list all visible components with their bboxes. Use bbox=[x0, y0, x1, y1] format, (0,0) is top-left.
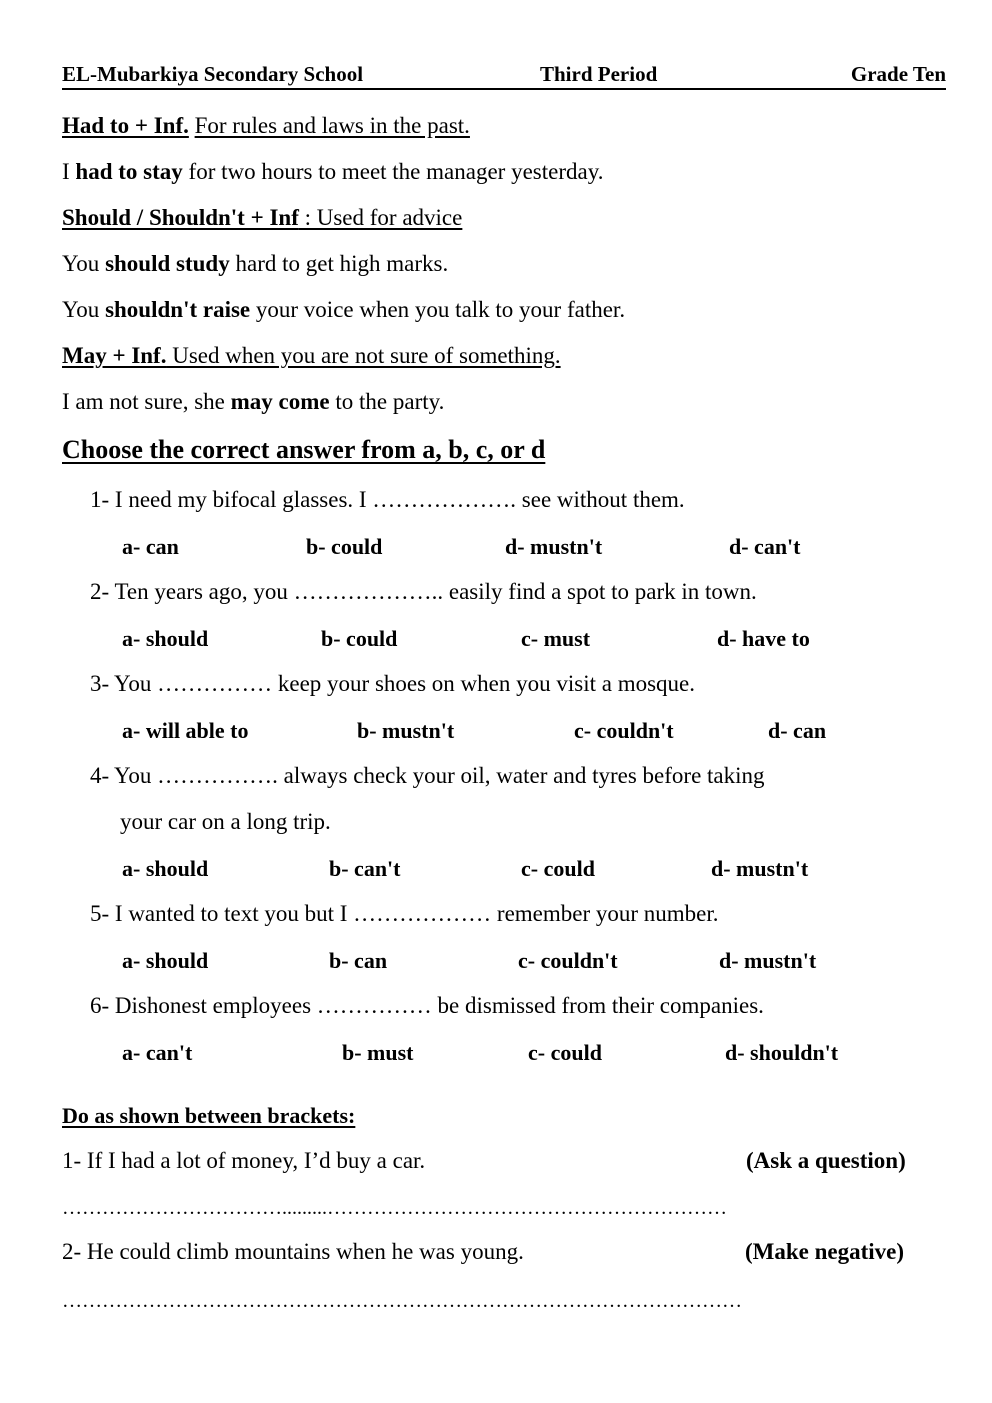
question-4-cont: your car on a long trip. bbox=[120, 809, 331, 834]
transform-title: Do as shown between brackets: bbox=[62, 1103, 356, 1128]
example-text: your voice when you talk to your father. bbox=[250, 297, 626, 322]
example-key: shouldn't raise bbox=[105, 297, 251, 322]
option-2b[interactable]: b- could bbox=[321, 626, 398, 651]
page-header bbox=[62, 60, 946, 90]
rule-may-desc: Used when you are not sure of something. bbox=[166, 343, 561, 368]
example-text: You bbox=[62, 251, 106, 276]
option-3c[interactable]: c- couldn't bbox=[574, 718, 674, 743]
option-4c[interactable]: c- could bbox=[521, 856, 595, 881]
transform-sentence-2: 2- He could climb mountains when he was young. bbox=[62, 1239, 524, 1264]
example-shouldnt bbox=[62, 296, 625, 324]
option-1b[interactable]: b- could bbox=[306, 534, 383, 559]
example-may bbox=[62, 388, 444, 416]
option-4b[interactable]: b- can't bbox=[329, 856, 401, 881]
option-1d[interactable]: d- can't bbox=[729, 534, 801, 559]
rule-should-desc: : Used for advice bbox=[298, 205, 463, 230]
question-5: 5- I wanted to text you but I ……………… remember your number. bbox=[90, 901, 719, 926]
example-should bbox=[62, 250, 448, 278]
option-3b[interactable]: b- mustn't bbox=[357, 718, 455, 743]
option-4a[interactable]: a- should bbox=[122, 856, 209, 881]
rule-had-to bbox=[62, 112, 470, 140]
option-3a[interactable]: a- will able to bbox=[122, 718, 249, 743]
grade-label: Grade Ten bbox=[850, 62, 946, 86]
example-text: to the party. bbox=[329, 389, 445, 414]
example-key: had to stay bbox=[75, 159, 183, 184]
question-4: 4- You ……………. always check your oil, water and tyres before taking bbox=[90, 763, 765, 788]
question-6: 6- Dishonest employees …………… be dismissed from their companies. bbox=[90, 993, 764, 1018]
option-2d[interactable]: d- have to bbox=[717, 626, 810, 651]
rule-should-title: Should / Shouldn't + Inf bbox=[62, 205, 299, 230]
example-had-to bbox=[62, 158, 603, 186]
example-key: should study bbox=[105, 251, 230, 276]
example-text: You bbox=[62, 297, 106, 322]
option-6a[interactable]: a- can't bbox=[122, 1040, 193, 1065]
example-text: for two hours to meet the manager yesterday. bbox=[182, 159, 604, 184]
option-6d[interactable]: d- shouldn't bbox=[725, 1040, 839, 1065]
option-1c[interactable]: d- mustn't bbox=[505, 534, 603, 559]
rule-may bbox=[62, 342, 561, 370]
rule-may-title: May + Inf. bbox=[62, 343, 167, 368]
option-4d[interactable]: d- mustn't bbox=[711, 856, 809, 881]
rule-should bbox=[62, 204, 462, 232]
option-5d[interactable]: d- mustn't bbox=[719, 948, 817, 973]
option-1a[interactable]: a- can bbox=[122, 534, 179, 559]
example-text: I am not sure, she bbox=[62, 389, 231, 414]
mcq-title: Choose the correct answer from a, b, c, or d bbox=[62, 435, 546, 464]
answer-line-1[interactable]: …………………………….........…………………………………………………… bbox=[62, 1197, 727, 1219]
transform-task-2: (Make negative) bbox=[745, 1239, 905, 1264]
option-5b[interactable]: b- can bbox=[329, 948, 388, 973]
school-name: EL-Mubarkiya Secondary School bbox=[62, 62, 364, 86]
option-6c[interactable]: c- could bbox=[528, 1040, 602, 1065]
rule-had-to-desc: For rules and laws in the past. bbox=[194, 113, 470, 138]
option-2c[interactable]: c- must bbox=[521, 626, 591, 651]
question-2: 2- Ten years ago, you ……………….. easily find a spot to park in town. bbox=[90, 579, 757, 604]
period-label: Third Period bbox=[540, 62, 658, 86]
example-text: I bbox=[62, 159, 76, 184]
transform-sentence-1: 1- If I had a lot of money, I’d buy a car. bbox=[62, 1148, 426, 1173]
option-3d[interactable]: d- can bbox=[768, 718, 827, 743]
answer-line-2[interactable]: ………………………………………………………………………………………… bbox=[62, 1290, 742, 1312]
transform-task-1: (Ask a question) bbox=[746, 1148, 906, 1173]
example-key: may come bbox=[230, 389, 330, 414]
option-5a[interactable]: a- should bbox=[122, 948, 209, 973]
rule-had-to-title: Had to + Inf. bbox=[62, 113, 189, 138]
option-6b[interactable]: b- must bbox=[342, 1040, 414, 1065]
option-5c[interactable]: c- couldn't bbox=[518, 948, 618, 973]
question-1: 1- I need my bifocal glasses. I ………………. see without them. bbox=[90, 487, 685, 512]
question-3: 3- You …………… keep your shoes on when you visit a mosque. bbox=[90, 671, 695, 696]
example-text: hard to get high marks. bbox=[229, 251, 449, 276]
option-2a[interactable]: a- should bbox=[122, 626, 209, 651]
